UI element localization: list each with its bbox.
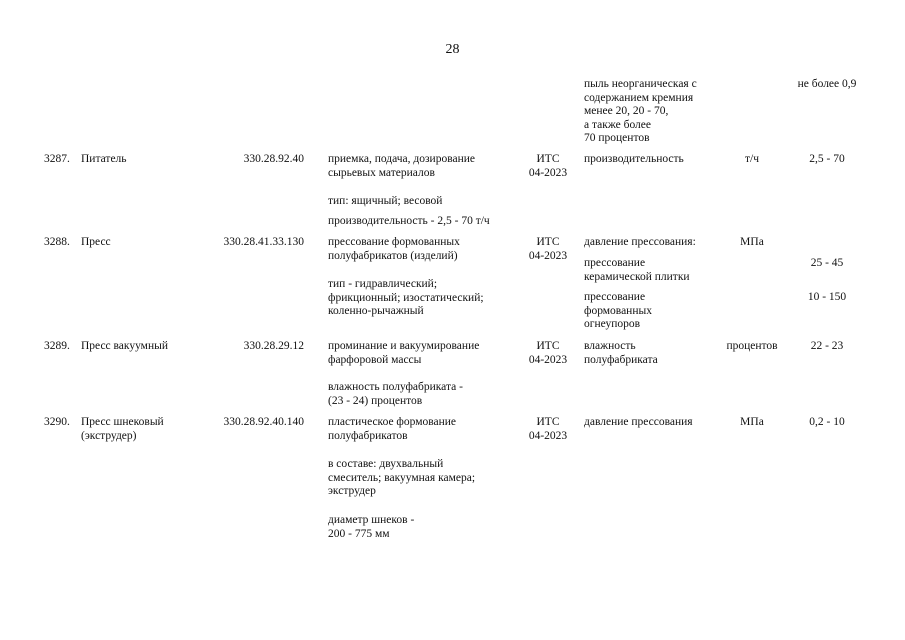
row-3290-desc-diameter: диаметр шнеков - 200 - 775 мм (328, 514, 415, 540)
row-3287-number: 3287. (44, 153, 70, 165)
row-3289-number: 3289. (44, 340, 70, 352)
row-3289-desc-moisture: влажность полуфабриката - (23 - 24) процентов (328, 381, 463, 407)
row-3289-unit: процентов (726, 340, 778, 352)
row-3287-unit: т/ч (744, 153, 759, 165)
row-3288-parameter-pressure: давление прессования: (584, 236, 696, 248)
carryover-value: не более 0,9 (797, 78, 857, 90)
row-3289-name: Пресс вакуумный (81, 340, 168, 352)
row-3288-parameter-tile: прессование керамической плитки (584, 257, 690, 283)
row-3288-its: ИТС 04-2023 (528, 236, 568, 262)
row-3290-name: Пресс шнековый (экструдер) (81, 416, 164, 442)
row-3287-code: 330.28.92.40 (243, 153, 304, 165)
row-3288-number: 3288. (44, 236, 70, 248)
row-3288-value-tile: 25 - 45 (810, 257, 844, 269)
row-3288-parameter-refractory: прессование формованных огнеупоров (584, 291, 652, 330)
row-3287-its: ИТС 04-2023 (528, 153, 568, 179)
row-3287-desc-type: тип: ящичный; весовой (328, 195, 443, 207)
page-number: 28 (445, 42, 460, 57)
row-3290-parameter: давление прессования (584, 416, 693, 428)
row-3290-value: 0,2 - 10 (809, 416, 845, 428)
row-3287-desc-purpose: приемка, подача, дозирование сырьевых материалов (328, 153, 476, 179)
row-3289-code: 330.28.29.12 (243, 340, 304, 352)
row-3290-number: 3290. (44, 416, 70, 428)
row-3289-value: 22 - 23 (810, 340, 844, 352)
row-3289-its: ИТС 04-2023 (528, 340, 568, 366)
row-3290-its: ИТС 04-2023 (528, 416, 568, 442)
row-3288-code: 330.28.41.33.130 (223, 236, 304, 248)
row-3288-desc-purpose: прессование формованных полуфабрикатов (изделий) (328, 236, 460, 262)
row-3290-code: 330.28.92.40.140 (223, 416, 304, 428)
row-3287-value: 2,5 - 70 (809, 153, 845, 165)
row-3287-name: Питатель (81, 153, 127, 165)
row-3288-desc-type: тип - гидравлический; фрикционный; изостатический; коленно-рычажный (328, 278, 484, 317)
row-3287-parameter: производительность (584, 153, 684, 165)
row-3288-unit: МПа (740, 236, 764, 248)
carryover-parameter: пыль неорганическая с содержанием кремния менее 20, 20 - 70, а также более 70 процентов (584, 78, 697, 144)
row-3290-desc-purpose: пластическое формование полуфабрикатов (328, 416, 457, 442)
row-3289-desc-purpose: проминание и вакуумирование фарфоровой массы (328, 340, 480, 366)
row-3289-parameter: влажность полуфабриката (584, 340, 658, 366)
row-3290-unit: МПа (740, 416, 764, 428)
row-3288-name: Пресс (81, 236, 111, 248)
row-3287-desc-capacity: производительность - 2,5 - 70 т/ч (328, 215, 490, 227)
row-3288-value-refractory: 10 - 150 (807, 291, 847, 303)
row-3290-desc-composition: в составе: двухвальный смеситель; вакуумная камера; экструдер (328, 458, 476, 497)
